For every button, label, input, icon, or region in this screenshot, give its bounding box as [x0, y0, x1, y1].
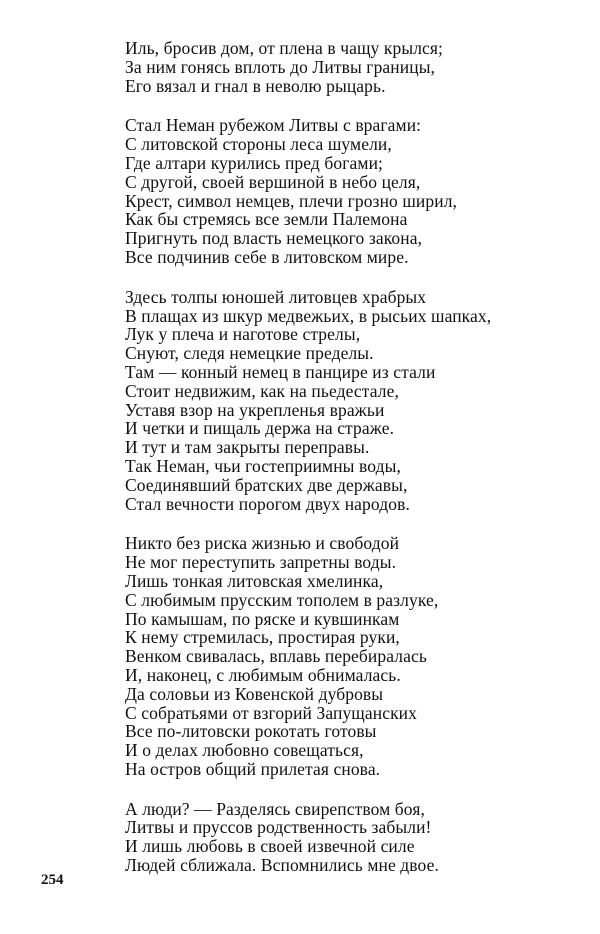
- poem-line: Не мог переступить запретны воды.: [125, 552, 397, 573]
- poem-line: Так Неман, чьи гостеприимны воды,: [125, 455, 401, 476]
- poem-line: Снуют, следя немецкие пределы.: [125, 343, 374, 364]
- poem-line: На остров общий прилетая снова.: [125, 758, 381, 779]
- poem-line: С собратьями от взгорий Запущанских: [125, 702, 418, 723]
- poem-line: Стоит недвижим, как на пьедестале,: [125, 380, 399, 401]
- poem-line: Литвы и пруссов родственность забыли!: [125, 817, 432, 838]
- poem-line: Иль, бросив дом, от плена в чащу крылся;: [125, 38, 443, 58]
- poem-line: Там — конный немец в панцире из стали: [125, 361, 436, 382]
- poem-line: Венком свивалась, вплавь перебиралась: [125, 646, 427, 667]
- poem-line: За ним гонясь вплоть до Литвы границы,: [125, 56, 436, 77]
- poem-line: Стал Неман рубежом Литвы с врагами:: [125, 115, 422, 136]
- poem-line: По камышам, по ряске и кувшинкам: [125, 608, 400, 629]
- poem-line: И, наконец, с любимым обнималась.: [125, 664, 401, 685]
- poem-line: С литовской стороны леса шумели,: [125, 134, 392, 155]
- stanza-2: [125, 116, 565, 266]
- stanza-1: [125, 39, 565, 95]
- poem-line: Пригнуть под власть немецкого закона,: [125, 228, 423, 249]
- stanza-4: [125, 534, 565, 778]
- poem-line: Да соловьи из Ковенской дубровы: [125, 683, 384, 704]
- poem-line: Никто без риска жизнью и свободой: [125, 533, 400, 554]
- poem-line: К нему стремилась, простирая руки,: [125, 627, 400, 648]
- poem-line: Стал вечности порогом двух народов.: [125, 493, 410, 514]
- poem-line: И тут и там закрыты переправы.: [125, 437, 370, 458]
- poem-line: Все по-литовски рокотать готовы: [125, 721, 377, 742]
- poem-line: И о делах любовно совещаться,: [125, 740, 364, 761]
- poem-line: Соединявший братских две державы,: [125, 474, 408, 495]
- stanza-5: [125, 800, 565, 875]
- page-number: 254: [41, 872, 64, 888]
- poem-line: С другой, своей вершиной в небо целя,: [125, 171, 421, 192]
- poem-line: В плащах из шкур медвежьих, в рысьих шапках,: [125, 305, 492, 326]
- poem-line: Лишь тонкая литовская хмелинка,: [125, 570, 384, 591]
- poem-line: И лишь любовь в своей извечной силе: [125, 836, 415, 857]
- poem-line: Его вязал и гнал в неволю рыцарь.: [125, 75, 386, 96]
- poem-line: Все подчинив себе в литовском мире.: [125, 246, 409, 267]
- poem-line: Как бы стремясь все земли Палемона: [125, 209, 408, 230]
- stanza-3: [125, 288, 565, 514]
- poem: [125, 39, 565, 896]
- poem-line: Людей сближала. Вспомнились мне двое.: [125, 855, 439, 876]
- poem-line: А люди? — Разделясь свирепством боя,: [125, 798, 425, 819]
- poem-line: Крест, символ немцев, плечи грозно ширил,: [125, 190, 458, 211]
- poem-line: И четки и пищаль держа на страже.: [125, 418, 395, 439]
- poem-line: Лук у плеча и наготове стрелы,: [125, 324, 361, 345]
- poem-line: С любимым прусским тополем в разлуке,: [125, 589, 439, 610]
- poem-line: Здесь толпы юношей литовцев храбрых: [125, 286, 427, 307]
- poem-line: Уставя взор на укрепленья вражьи: [125, 399, 385, 420]
- poem-line: Где алтари курились пред богами;: [125, 152, 383, 173]
